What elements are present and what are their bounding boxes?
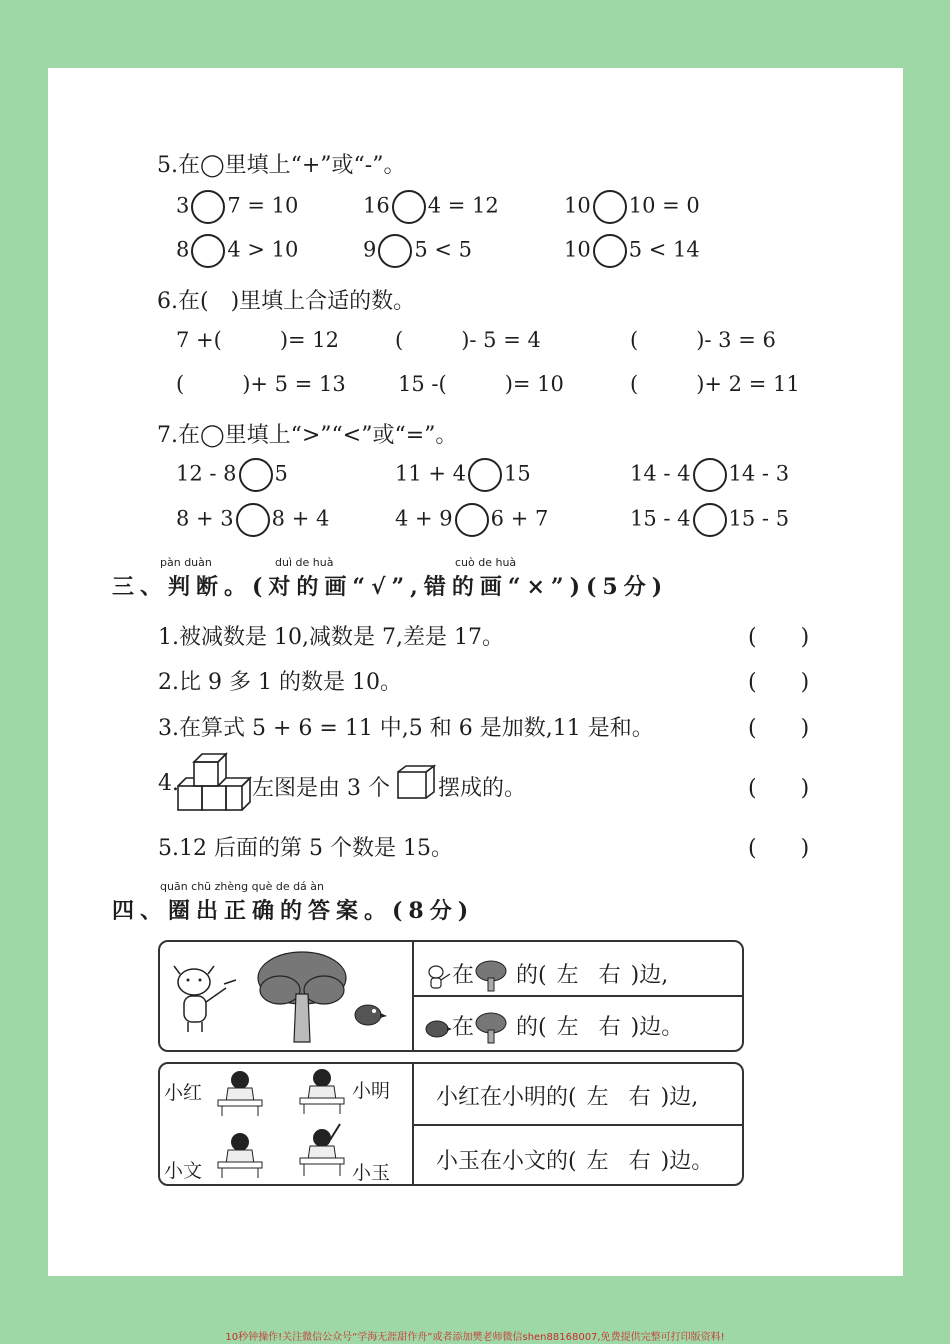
answer-circle[interactable] [593, 234, 627, 268]
q5-row1-expr3: 10 10 = 0 [564, 190, 700, 224]
tree-icon [254, 948, 350, 1044]
section4-title: 四、圈出正确的答案。(8分) [112, 898, 475, 924]
judge-item-4-text-b: 摆成的。 [438, 776, 527, 801]
tree-small-icon [474, 1012, 508, 1044]
student-desk-icon [214, 1068, 266, 1118]
q7-row2-expr1: 8 + 3 8 + 4 [176, 503, 329, 537]
option-right[interactable]: 右 [598, 963, 621, 988]
student-name-xiaohong: 小红 [164, 1082, 203, 1104]
section3-pinyin-3: cuò de huà [455, 556, 517, 569]
judge-answer-4[interactable]: ( ) [748, 776, 810, 801]
q7-row2-expr2: 4 + 9 6 + 7 [395, 503, 548, 537]
answer-circle[interactable] [693, 458, 727, 492]
q5-row1-expr1: 3 7 = 10 [176, 190, 298, 224]
option-left[interactable]: 左 [556, 963, 579, 988]
answer-circle[interactable] [468, 458, 502, 492]
goat-small-icon [424, 962, 452, 990]
q6-row2-expr3: ( )+ 2 = 11 [630, 372, 800, 396]
judge-answer-1[interactable]: ( ) [748, 625, 810, 650]
q5-title: 5.在◯里填上“+”或“-”。 [157, 153, 406, 178]
q7-row1-expr3: 14 - 4 14 - 3 [630, 458, 789, 492]
footer-notice: 10秒钟操作!关注微信公众号“学海无涯甜作舟”或者添加樊老师微信shen88168007,免费提供完整可打印版资料! [225, 1332, 725, 1343]
option-left[interactable]: 左 [586, 1149, 609, 1174]
q6-title: 6.在( )里填上合适的数。 [157, 289, 416, 314]
option-left[interactable]: 左 [586, 1085, 609, 1110]
answer-circle[interactable] [593, 190, 627, 224]
single-cube-icon [396, 764, 436, 800]
q5-row2-expr3: 10 5 < 14 [564, 234, 700, 268]
student-desk-icon [296, 1066, 348, 1116]
option-right[interactable]: 右 [628, 1149, 651, 1174]
q5-row2-expr1: 8 4 > 10 [176, 234, 298, 268]
answer-circle[interactable] [392, 190, 426, 224]
judge-answer-3[interactable]: ( ) [748, 716, 810, 741]
goat-icon [166, 960, 238, 1036]
judge-answer-5[interactable]: ( ) [748, 836, 810, 861]
judge-item-4-label: 4. [158, 771, 179, 796]
answer-circle[interactable] [191, 234, 225, 268]
student-name-xiaoyu: 小玉 [352, 1162, 391, 1184]
judge-answer-2[interactable]: ( ) [748, 670, 810, 695]
q7-row2-expr3: 15 - 4 15 - 5 [630, 503, 789, 537]
q6-row2-expr2: 15 -( )= 10 [398, 372, 564, 396]
judge-item-2: 2.比 9 多 1 的数是 10。 [158, 670, 402, 695]
judge-item-4-text-a: 左图是由 3 个 [252, 776, 390, 801]
q6-row2-expr1: ( )+ 5 = 13 [176, 372, 346, 396]
q6-row1-expr2: ( )- 5 = 4 [395, 328, 541, 352]
answer-circle[interactable] [378, 234, 412, 268]
student-desk-icon [214, 1130, 266, 1180]
section3-title: 三、判断。(对的画“√”,错的画“×”)(5分) [112, 574, 669, 600]
judge-item-5: 5.12 后面的第 5 个数是 15。 [158, 836, 453, 861]
judge-item-3: 3.在算式 5 + 6 = 11 中,5 和 6 是加数,11 是和。 [158, 716, 654, 741]
answer-circle[interactable] [191, 190, 225, 224]
student-name-xiaowen: 小文 [164, 1160, 203, 1182]
q6-row1-expr1: 7 +( )= 12 [176, 328, 340, 352]
q7-title: 7.在◯里填上“>”“<”或“=”。 [157, 423, 458, 448]
q5-row1-expr2: 16 4 = 12 [363, 190, 499, 224]
box1-line1: 在 的( 左 右 )边, [424, 958, 668, 992]
q5-row2-expr2: 9 5 < 5 [363, 234, 472, 268]
option-left[interactable]: 左 [556, 1015, 579, 1040]
answer-circle[interactable] [693, 503, 727, 537]
tree-small-icon [474, 960, 508, 992]
answer-circle[interactable] [239, 458, 273, 492]
section3-pinyin-2: duì de huà [275, 556, 334, 569]
judge-item-1: 1.被减数是 10,减数是 7,差是 17。 [158, 625, 504, 650]
q6-row1-expr3: ( )- 3 = 6 [630, 328, 776, 352]
cube-stack-icon [174, 750, 254, 816]
q7-row1-expr1: 12 - 8 5 [176, 458, 288, 492]
answer-circle[interactable] [455, 503, 489, 537]
box2-line2: 小玉在小文的( 左 右 )边。 [436, 1144, 713, 1175]
bird-small-icon [424, 1016, 452, 1040]
bird-icon [352, 1000, 388, 1028]
answer-circle[interactable] [236, 503, 270, 537]
section3-pinyin-1: pàn duàn [160, 556, 212, 569]
q7-row1-expr2: 11 + 4 15 [395, 458, 531, 492]
option-right[interactable]: 右 [598, 1015, 621, 1040]
option-right[interactable]: 右 [628, 1085, 651, 1110]
box1-line2: 在 的( 左 右 )边。 [424, 1010, 683, 1044]
student-name-xiaoming: 小明 [352, 1080, 391, 1102]
section4-pinyin: quān chū zhèng què de dá àn [160, 880, 325, 893]
box2-line1: 小红在小明的( 左 右 )边, [436, 1080, 698, 1111]
student-raising-hand-icon [296, 1122, 348, 1178]
